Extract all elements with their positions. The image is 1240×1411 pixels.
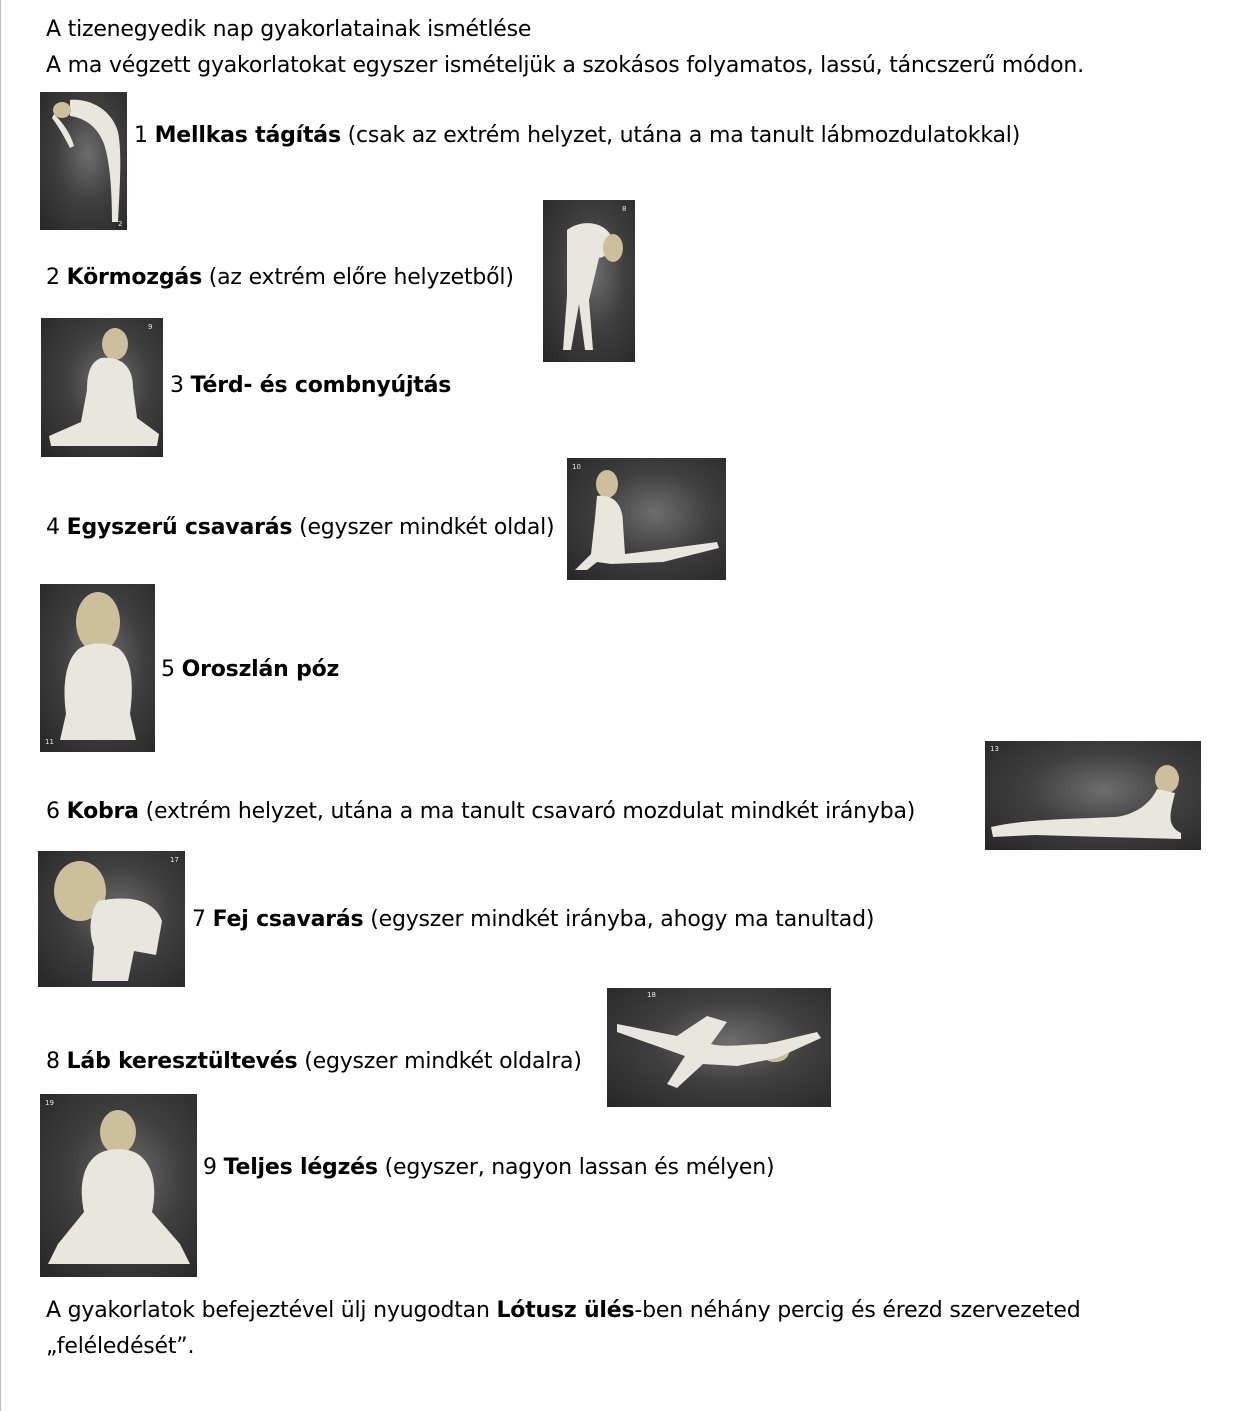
exercise-1: 1 Mellkas tágítás (csak az extrém helyzet, utána a ma tanult lábmozdulatokkal): [134, 123, 1021, 148]
simple-twist-photo-icon: [567, 458, 726, 580]
photo-number: 9: [148, 323, 153, 331]
photo-number: 17: [170, 856, 179, 864]
exercise-1-note: (csak az extrém helyzet, utána a ma tanult lábmozdulatokkal): [340, 123, 1021, 148]
leg-crossover-photo-icon: [607, 988, 831, 1107]
knee-thigh-stretch-photo-icon: [41, 318, 163, 457]
exercise-5: 5 Oroszlán póz: [161, 657, 340, 682]
photo-number: 11: [45, 738, 54, 746]
lotus-pose-term: Lótusz ülés: [496, 1298, 635, 1323]
exercise-9-note: (egyszer, nagyon lassan és mélyen): [377, 1155, 775, 1180]
exercise-5-name: Oroszlán póz: [181, 657, 340, 682]
exercise-2-note: (az extrém előre helyzetből): [201, 265, 514, 290]
exercise-8: 8 Láb keresztültevés (egyszer mindkét oldalra): [46, 1049, 582, 1074]
exercise-6: 6 Kobra (extrém helyzet, utána a ma tanult csavaró mozdulat mindkét irányba): [46, 799, 916, 824]
exercise-3: 3 Térd- és combnyújtás: [170, 373, 452, 398]
page-title: A tizenegyedik nap gyakorlatainak ismétlése: [46, 17, 532, 42]
closing-text: A gyakorlatok befejeztével ülj nyugodtan Lótusz ülés-ben néhány percig és érezd szervezeted: [46, 1298, 1081, 1323]
exercise-8-note: (egyszer mindkét oldalra): [297, 1049, 582, 1074]
cobra-photo-icon: [985, 741, 1201, 850]
photo-number: 13: [990, 745, 999, 753]
exercise-4: 4 Egyszerű csavarás (egyszer mindkét oldal): [46, 515, 555, 540]
lion-pose-photo-icon: [40, 584, 155, 752]
exercise-6-name: Kobra: [66, 799, 139, 824]
exercise-7-note: (egyszer mindkét irányba, ahogy ma tanultad): [363, 907, 875, 932]
photo-number: 19: [45, 1099, 54, 1107]
exercise-7: 7 Fej csavarás (egyszer mindkét irányba, ahogy ma tanultad): [192, 907, 875, 932]
chest-expansion-photo-icon: [40, 92, 127, 230]
exercise-2-name: Körmozgás: [66, 265, 202, 290]
circular-motion-photo-icon: [543, 200, 635, 362]
photo-number: 18: [647, 991, 656, 999]
exercise-9: 9 Teljes légzés (egyszer, nagyon lassan és mélyen): [203, 1155, 775, 1180]
photo-number: 2: [118, 220, 123, 228]
photo-number: 8: [622, 205, 627, 213]
exercise-4-name: Egyszerű csavarás: [66, 515, 293, 540]
page-left-edge: [0, 0, 1, 1411]
exercise-6-note: (extrém helyzet, utána a ma tanult csavaró mozdulat mindkét irányba): [138, 799, 916, 824]
full-breathing-photo-icon: [40, 1094, 197, 1277]
head-twist-photo-icon: [38, 851, 185, 987]
intro-text: A ma végzett gyakorlatokat egyszer ismételjük a szokásos folyamatos, lassú, táncszerű módon.: [46, 53, 1084, 78]
exercise-1-name: Mellkas tágítás: [154, 123, 341, 148]
closing-text-line2: „feléledését”.: [46, 1334, 195, 1359]
exercise-9-name: Teljes légzés: [223, 1155, 378, 1180]
exercise-7-name: Fej csavarás: [212, 907, 364, 932]
exercise-3-name: Térd- és combnyújtás: [190, 373, 452, 398]
exercise-2: 2 Körmozgás (az extrém előre helyzetből): [46, 265, 514, 290]
exercise-4-note: (egyszer mindkét oldal): [292, 515, 555, 540]
exercise-8-name: Láb keresztültevés: [66, 1049, 298, 1074]
photo-number: 10: [572, 463, 581, 471]
